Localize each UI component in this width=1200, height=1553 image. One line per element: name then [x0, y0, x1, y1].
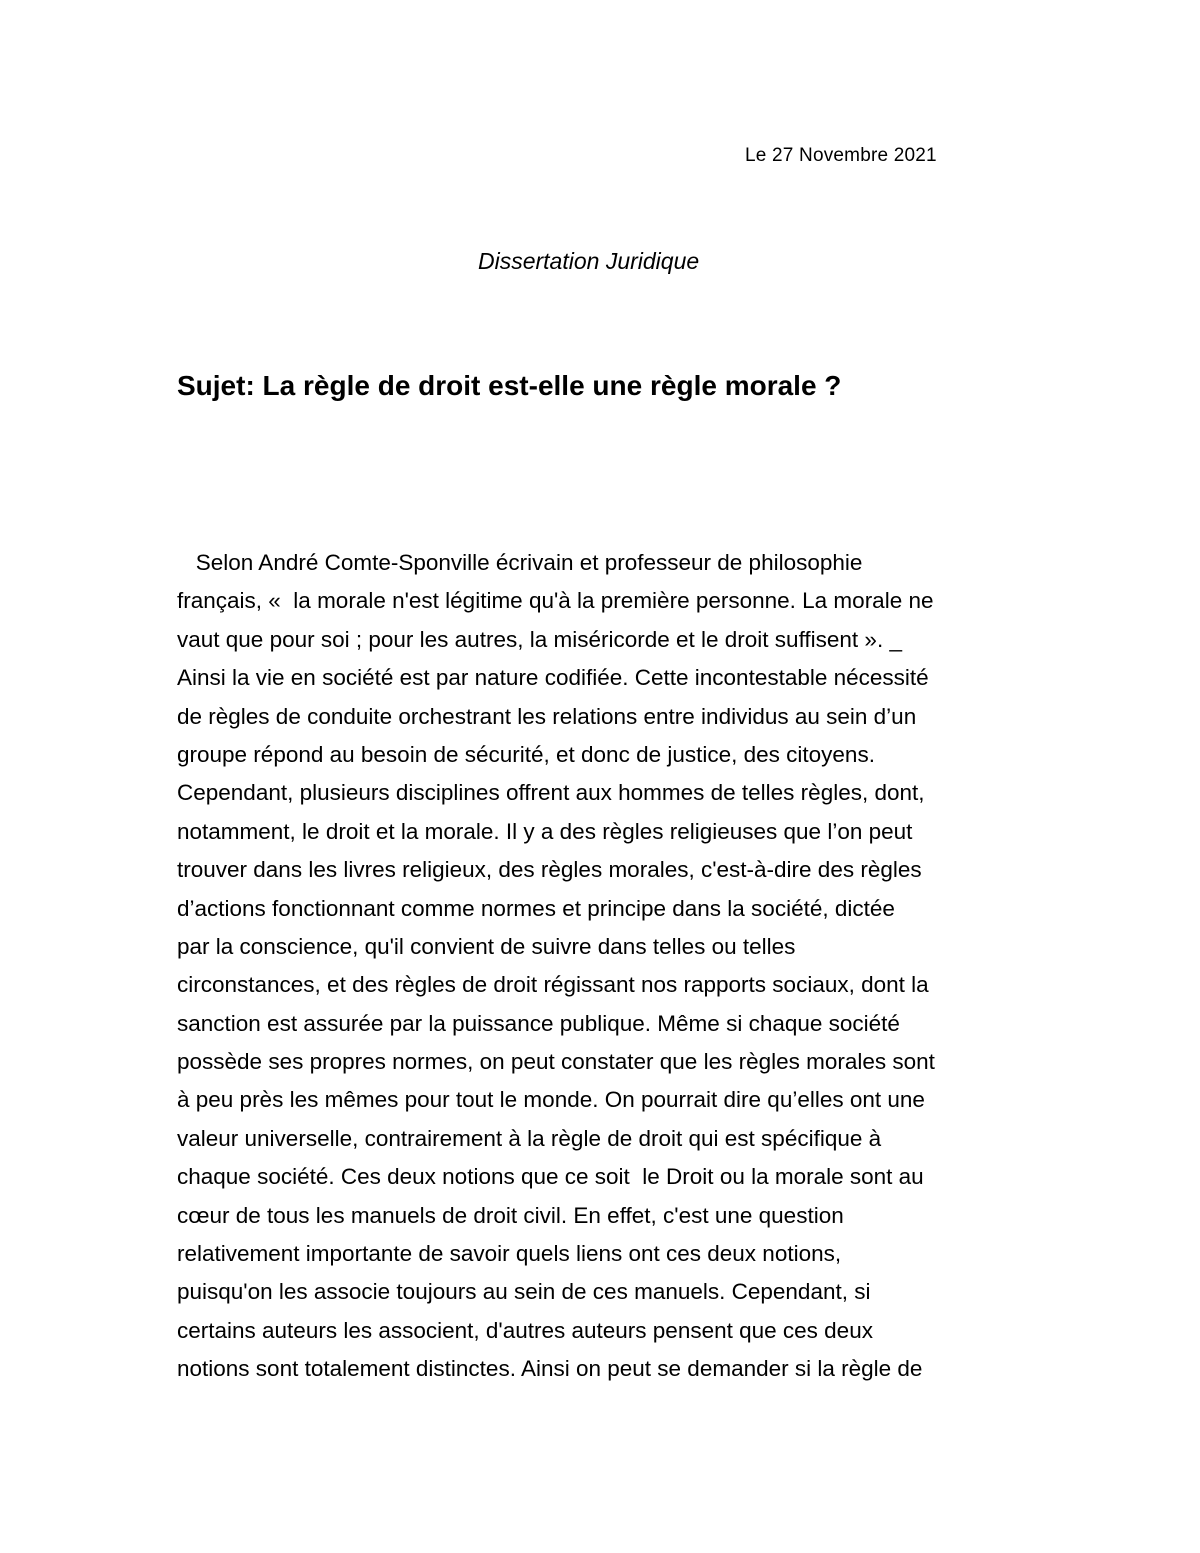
body-line: sanction est assurée par la puissance publique. Même si chaque société	[177, 1010, 900, 1036]
body-line: de règles de conduite orchestrant les relations entre individus au sein d’un	[177, 703, 917, 729]
body-line: notions sont totalement distinctes. Ainsi on peut se demander si la règle de	[177, 1356, 923, 1382]
body-line: d’actions fonctionnant comme normes et principe dans la société, dictée	[177, 895, 895, 921]
body-line: Ainsi la vie en société est par nature codifiée. Cette incontestable nécessité	[177, 665, 929, 691]
document-body	[177, 544, 1057, 1389]
body-line: groupe répond au besoin de sécurité, et donc de justice, des citoyens.	[177, 741, 875, 767]
body-line: français, « la morale n'est légitime qu'à la première personne. La morale ne	[177, 588, 934, 614]
body-line: vaut que pour soi ; pour les autres, la miséricorde et le droit suffisent ». _	[177, 626, 902, 652]
body-line: par la conscience, qu'il convient de suivre dans telles ou telles	[177, 933, 796, 959]
body-line: chaque société. Ces deux notions que ce soit le Droit ou la morale sont au	[177, 1164, 924, 1190]
document-date: Le 27 Novembre 2021	[745, 145, 937, 166]
body-line: puisqu'on les associe toujours au sein de ces manuels. Cependant, si	[177, 1279, 871, 1305]
body-line: valeur universelle, contrairement à la règle de droit qui est spécifique à	[177, 1125, 882, 1151]
body-line: relativement importante de savoir quels liens ont ces deux notions,	[177, 1241, 842, 1267]
body-line: Selon André Comte-Sponville écrivain et professeur de philosophie	[177, 550, 863, 575]
body-line: circonstances, et des règles de droit régissant nos rapports sociaux, dont la	[177, 972, 929, 998]
body-line: Cependant, plusieurs disciplines offrent aux hommes de telles règles, dont,	[177, 780, 925, 806]
body-line: à peu près les mêmes pour tout le monde. On pourrait dire qu’elles ont une	[177, 1087, 925, 1113]
body-line: possède ses propres normes, on peut constater que les règles morales sont	[177, 1049, 935, 1075]
body-line: notamment, le droit et la morale. Il y a des règles religieuses que l’on peut	[177, 818, 913, 844]
body-line: cœur de tous les manuels de droit civil. En effet, c'est une question	[177, 1202, 844, 1228]
document-subject: Sujet: La règle de droit est-elle une règle morale ?	[177, 370, 842, 401]
document-type-heading: Dissertation Juridique	[478, 248, 700, 274]
body-line: certains auteurs les associent, d'autres auteurs pensent que ces deux	[177, 1317, 873, 1343]
body-line: trouver dans les livres religieux, des règles morales, c'est-à-dire des règles	[177, 857, 922, 883]
